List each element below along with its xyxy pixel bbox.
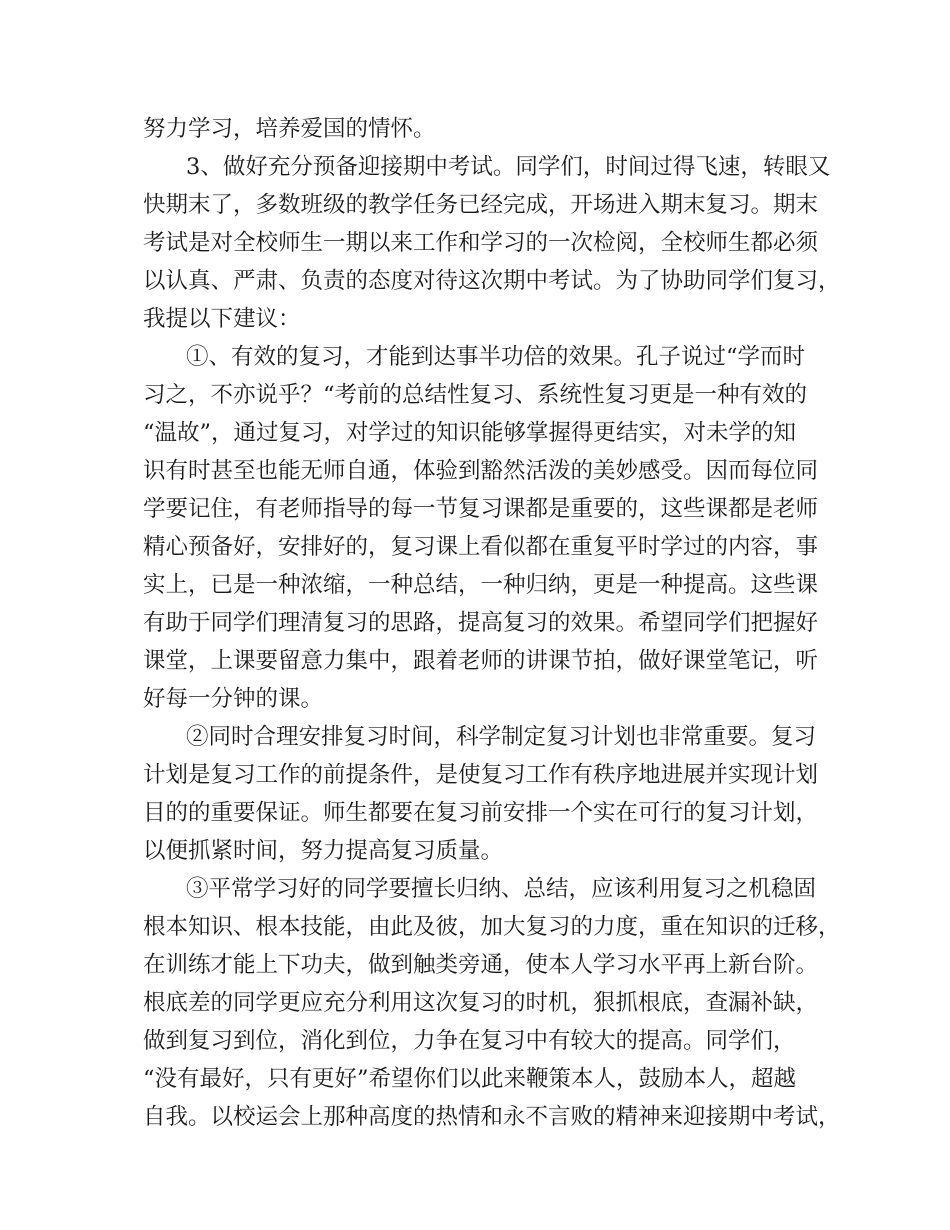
text-line: 根底差的同学更应充分利用这次复习的时机，狠抓根底，查漏补缺， [143, 990, 819, 1016]
text-line: 考试是对全校师生一期以来工作和学习的一次检阅，全校师生都必须 [143, 230, 819, 256]
text-line: 努力学习，培养爱国的情怀。 [143, 116, 436, 142]
text-line: 以便抓紧时间，努力提高复习质量。 [143, 838, 504, 864]
text-line: 在训练才能上下功夫，做到触类旁通，使本人学习水平再上新台阶。 [143, 952, 819, 978]
text-line: 计划是复习工作的前提条件，是使复习工作有秩序地进展并实现计划 [143, 762, 819, 788]
text-line: 好每一分钟的课。 [143, 686, 324, 712]
text-line: “没有最好，只有更好”希望你们以此来鞭策本人，鼓励本人，超越 [143, 1066, 797, 1092]
text-line: 以认真、严肃、负责的态度对待这次期中考试。为了协助同学们复习， [143, 268, 841, 294]
text-line: 根本知识、根本技能，由此及彼，加大复习的力度，重在知识的迁移， [143, 914, 841, 940]
text-line: 习之，不亦说乎？“考前的总结性复习、系统性复习更是一种有效的 [143, 382, 808, 408]
text-line: 做到复习到位，消化到位，力争在复习中有较大的提高。同学们， [143, 1028, 796, 1054]
text-line: 实上，已是一种浓缩，一种总结，一种归纳，更是一种提高。这些课 [143, 572, 819, 598]
text-line: “温故”，通过复习，对学过的知识能够掌握得更结实，对未学的知 [143, 420, 797, 446]
text-line: ①、有效的复习，才能到达事半功倍的效果。孔子说过“学而时 [186, 344, 806, 370]
text-line: 有助于同学们理清复习的思路，提高复习的效果。希望同学们把握好 [143, 610, 819, 636]
text-line: 我提以下建议： [143, 306, 301, 332]
text-line: 学要记住，有老师指导的每一节复习课都是重要的，这些课都是老师 [143, 496, 819, 522]
text-line: ②同时合理安排复习时间，科学制定复习计划也非常重要。复习 [186, 724, 817, 750]
text-line: 自我。以校运会上那种高度的热情和永不言败的精神来迎接期中考试， [143, 1104, 841, 1130]
text-line: 目的的重要保证。师生都要在复习前安排一个实在可行的复习计划， [143, 800, 819, 826]
text-line: 识有时甚至也能无师自通，体验到豁然活泼的美妙感受。因而每位同 [143, 458, 819, 484]
text-line: 精心预备好，安排好的，复习课上看似都在重复平时学过的内容，事 [143, 534, 819, 560]
text-line: 课堂，上课要留意力集中，跟着老师的讲课节拍，做好课堂笔记，听 [143, 648, 819, 674]
text-line: 快期末了，多数班级的教学任务已经完成，开场进入期末复习。期末 [143, 192, 819, 218]
text-line: 3、做好充分预备迎接期中考试。同学们，时间过得飞速，转眼又 [186, 154, 831, 180]
text-line: ③平常学习好的同学要擅长归纳、总结，应该利用复习之机稳固 [186, 876, 817, 902]
